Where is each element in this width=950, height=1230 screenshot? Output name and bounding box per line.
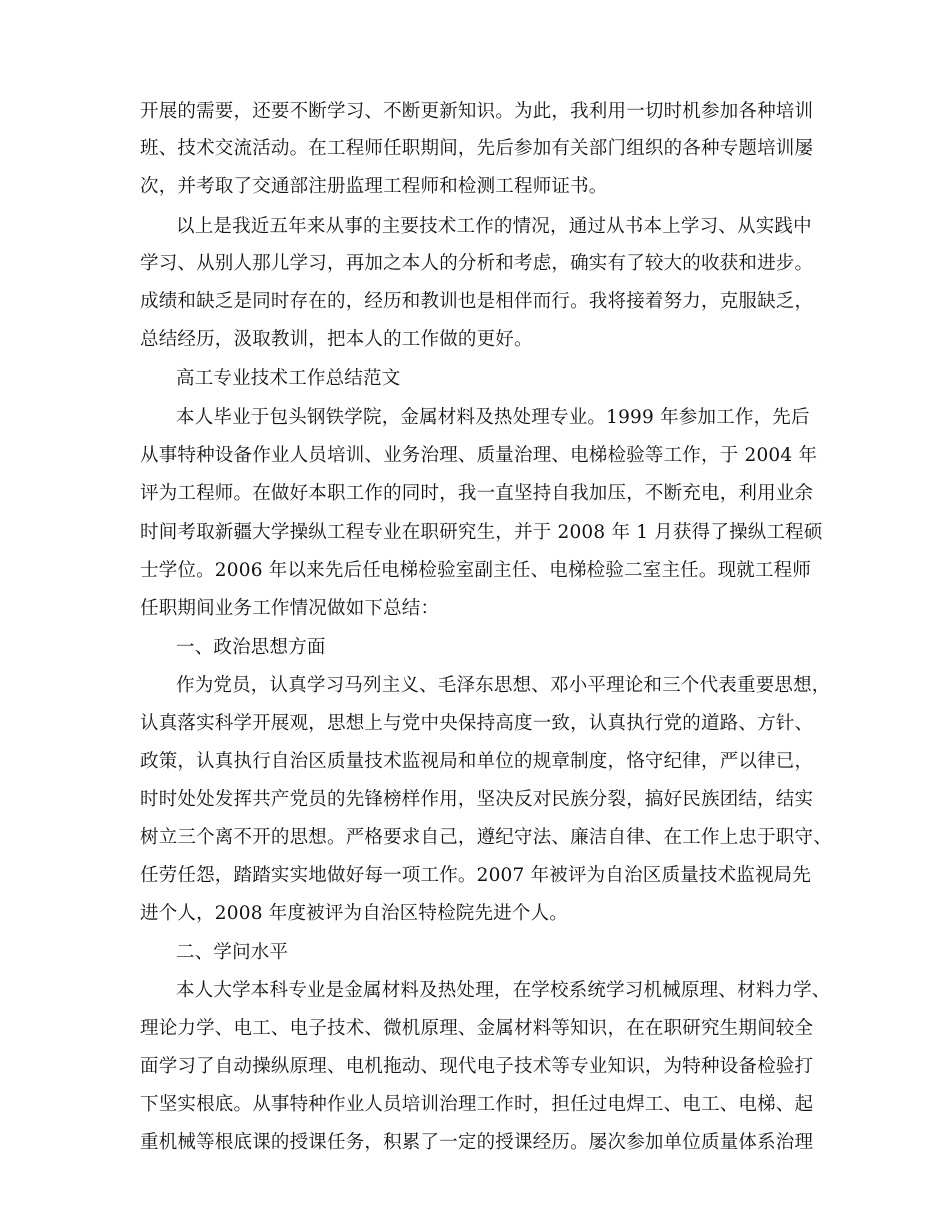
text-line: 下坚实根底。从事特种作业人员培训治理工作时，担任过电焊工、电工、电梯、起 [140, 1094, 814, 1115]
section-heading: 二、学问水平 [176, 942, 289, 963]
text-line: 次，并考取了交通部注册监理工程师和检测工程师证书。 [140, 176, 608, 197]
text-line: 从事特种设备作业人员培训、业务治理、质量治理、电梯检验等工作，于 2004 年 [140, 445, 818, 466]
section-heading: 一、政治思想方面 [176, 637, 326, 658]
text-line: 本人大学本科专业是金属材料及热处理，在学校系统学习机械原理、材料力学、 [176, 980, 831, 1001]
text-line: 作为党员，认真学习马列主义、毛泽东思想、邓小平理论和三个代表重要思想， [176, 675, 831, 696]
section-title: 高工专业技术工作总结范文 [176, 368, 401, 389]
text-line: 学习、从别人那儿学习，再加之本人的分析和考虑，确实有了较大的收获和进步。 [140, 253, 814, 274]
text-line: 评为工程师。在做好本职工作的同时，我一直坚持自我加压，不断充电，利用业余 [140, 483, 814, 504]
text-line: 时间考取新疆大学操纵工程专业在职研究生，并于 2008 年 1 月获得了操纵工程硕 [140, 522, 823, 543]
text-line: 任劳任怨，踏踏实实地做好每一项工作。2007 年被评为自治区质量技术监视局先 [140, 865, 812, 886]
text-line: 面学习了自动操纵原理、电机拖动、现代电子技术等专业知识，为特种设备检验打 [140, 1056, 814, 1077]
text-line: 以上是我近五年来从事的主要技术工作的情况，通过从书本上学习、从实践中 [176, 216, 812, 237]
text-line: 重机械等根底课的授课任务，积累了一定的授课经历。屡次参加单位质量体系治理 [140, 1132, 814, 1153]
text-line: 成绩和缺乏是同时存在的，经历和教训也是相伴而行。我将接着努力，克服缺乏， [140, 291, 814, 312]
text-line: 树立三个离不开的思想。严格要求自己，遵纪守法、廉洁自律、在工作上忠于职守、 [140, 827, 832, 848]
text-line: 任职期间业务工作情况做如下总结： [140, 598, 440, 619]
text-line: 时时处处发挥共产党员的先锋榜样作用，坚决反对民族分裂，搞好民族团结，结实 [140, 789, 814, 810]
text-line: 班、技术交流活动。在工程师任职期间，先后参加有关部门组织的各种专题培训屡 [140, 138, 814, 159]
text-line: 总结经历，汲取教训，把本人的工作做的更好。 [140, 329, 533, 350]
text-line: 士学位。2006 年以来先后任电梯检验室副主任、电梯检验二室主任。现就工程师 [140, 560, 812, 581]
text-line: 理论力学、电工、电子技术、微机原理、金属材料等知识，在在职研究生期间较全 [140, 1018, 814, 1039]
text-line: 开展的需要，还要不断学习、不断更新知识。为此，我利用一切时机参加各种培训 [140, 101, 814, 122]
text-line: 认真落实科学开展观，思想上与党中央保持高度一致，认真执行党的道路、方针、 [140, 713, 814, 734]
text-line: 政策，认真执行自治区质量技术监视局和单位的规章制度，恪守纪律，严以律已， [140, 751, 814, 772]
text-line: 本人毕业于包头钢铁学院，金属材料及热处理专业。1999 年参加工作，先后 [176, 407, 810, 428]
text-line: 进个人，2008 年度被评为自治区特检院先进个人。 [140, 903, 568, 924]
